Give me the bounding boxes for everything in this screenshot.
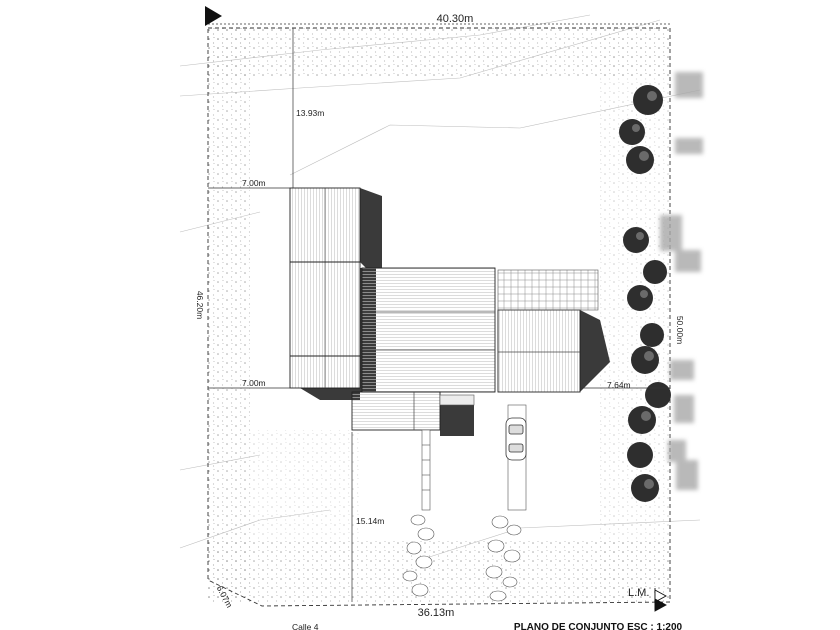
dimension-bottom-width: 36.13m — [417, 607, 455, 619]
dimension-north-setback: 13.93m — [296, 108, 325, 118]
dimension-top-width: 40.30m — [436, 13, 474, 25]
dimension-west-setback-upper: 7.00m — [242, 178, 266, 188]
dimension-east-setback: 7.64m — [607, 380, 631, 390]
north-arrow-icon — [205, 6, 222, 26]
car-icon — [506, 418, 526, 460]
street-label: Calle 4 — [292, 622, 319, 630]
dimension-west-setback-lower: 7.00m — [242, 378, 266, 388]
drawing-title: PLANO DE CONJUNTO ESC : 1:200 — [513, 622, 683, 630]
dimension-diagonal: 6.07m — [214, 583, 235, 610]
lm-label: L.M. — [628, 587, 650, 599]
dimension-south-setback: 15.14m — [356, 516, 385, 526]
dimension-left-height: 46.20m — [195, 290, 205, 320]
dimension-right-height: 50.00m — [675, 315, 685, 345]
